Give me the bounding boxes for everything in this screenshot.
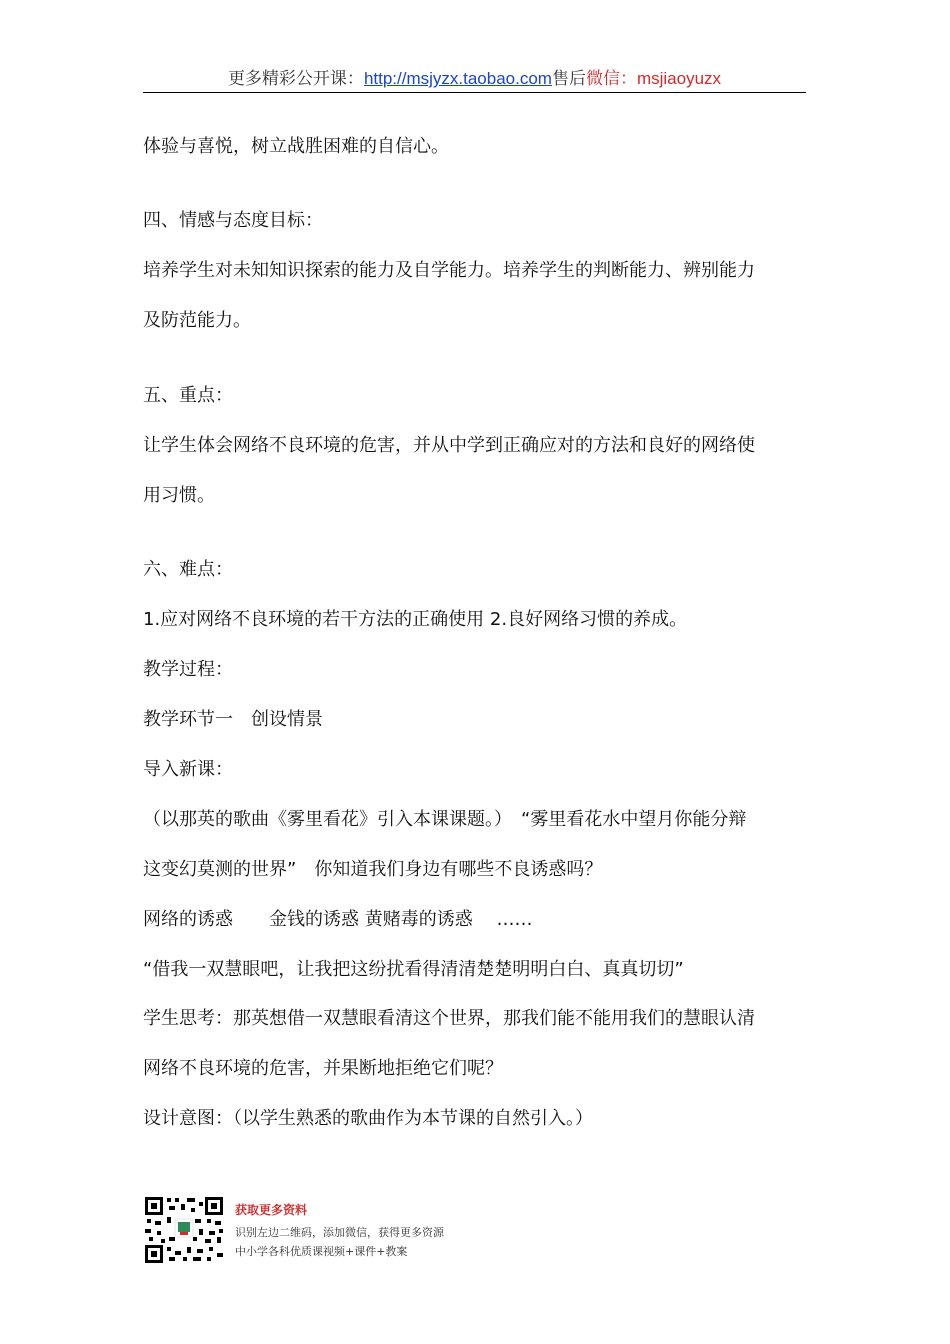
header-prefix: 更多精彩公开课：	[227, 69, 364, 89]
footer-title: 获取更多资料	[235, 1203, 308, 1217]
body-line: 网络的诱惑 金钱的诱惑 黄赌毒的诱惑 ……	[143, 909, 533, 930]
body-line: （以那英的歌曲《雾里看花》引入本课课题。） “雾里看花水中望月你能分辩	[143, 809, 747, 830]
qr-code-icon[interactable]	[143, 1195, 225, 1265]
body-line: 网络不良环境的危害，并果断地拒绝它们呢？	[143, 1058, 503, 1079]
header-url-link[interactable]: http://msjyzx.taobao.com	[363, 69, 552, 88]
body-line: 学生思考：那英想借一双慧眼看清这个世界，那我们能不能用我们的慧眼认清	[143, 1008, 755, 1029]
body-line: 体验与喜悦，树立战胜困难的自信心。	[143, 136, 449, 157]
footer-promo	[143, 1195, 473, 1267]
body-line: 导入新课：	[143, 759, 233, 780]
section-heading-emotion: 四、情感与态度目标：	[143, 210, 323, 231]
body-line: 1.应对网络不良环境的若干方法的正确使用 2.良好网络习惯的养成。	[143, 609, 688, 630]
body-line: “借我一双慧眼吧，让我把这纷扰看得清清楚楚明明白白、真真切切”	[143, 959, 684, 980]
section-heading-process: 教学过程：	[143, 659, 233, 680]
body-line: 培养学生对未知知识探索的能力及自学能力。培养学生的判断能力、辨别能力	[143, 260, 755, 281]
footer-line-1: 识别左边二维码，添加微信，获得更多资源	[235, 1226, 444, 1239]
page-header	[143, 66, 806, 93]
body-line: 让学生体会网络不良环境的危害，并从中学到正确应对的方法和良好的网络使	[143, 435, 755, 456]
body-line: 教学环节一 创设情景	[143, 709, 323, 730]
header-after-sales: 售后	[551, 69, 586, 89]
footer-line-2: 中小学各科优质课视频+课件+教案	[235, 1245, 408, 1258]
body-line: 及防范能力。	[143, 310, 251, 331]
header-wechat-label: 微信：	[585, 69, 637, 89]
body-line: 设计意图：（以学生熟悉的歌曲作为本节课的自然引入。）	[143, 1108, 593, 1129]
section-heading-difficulties: 六、难点：	[143, 559, 233, 580]
section-heading-key-points: 五、重点：	[143, 385, 233, 406]
body-line: 用习惯。	[143, 485, 215, 506]
header-wechat-id: msjiaoyuzx	[636, 69, 722, 88]
body-line: 这变幻莫测的世界” 你知道我们身边有哪些不良诱惑吗？	[143, 859, 603, 880]
